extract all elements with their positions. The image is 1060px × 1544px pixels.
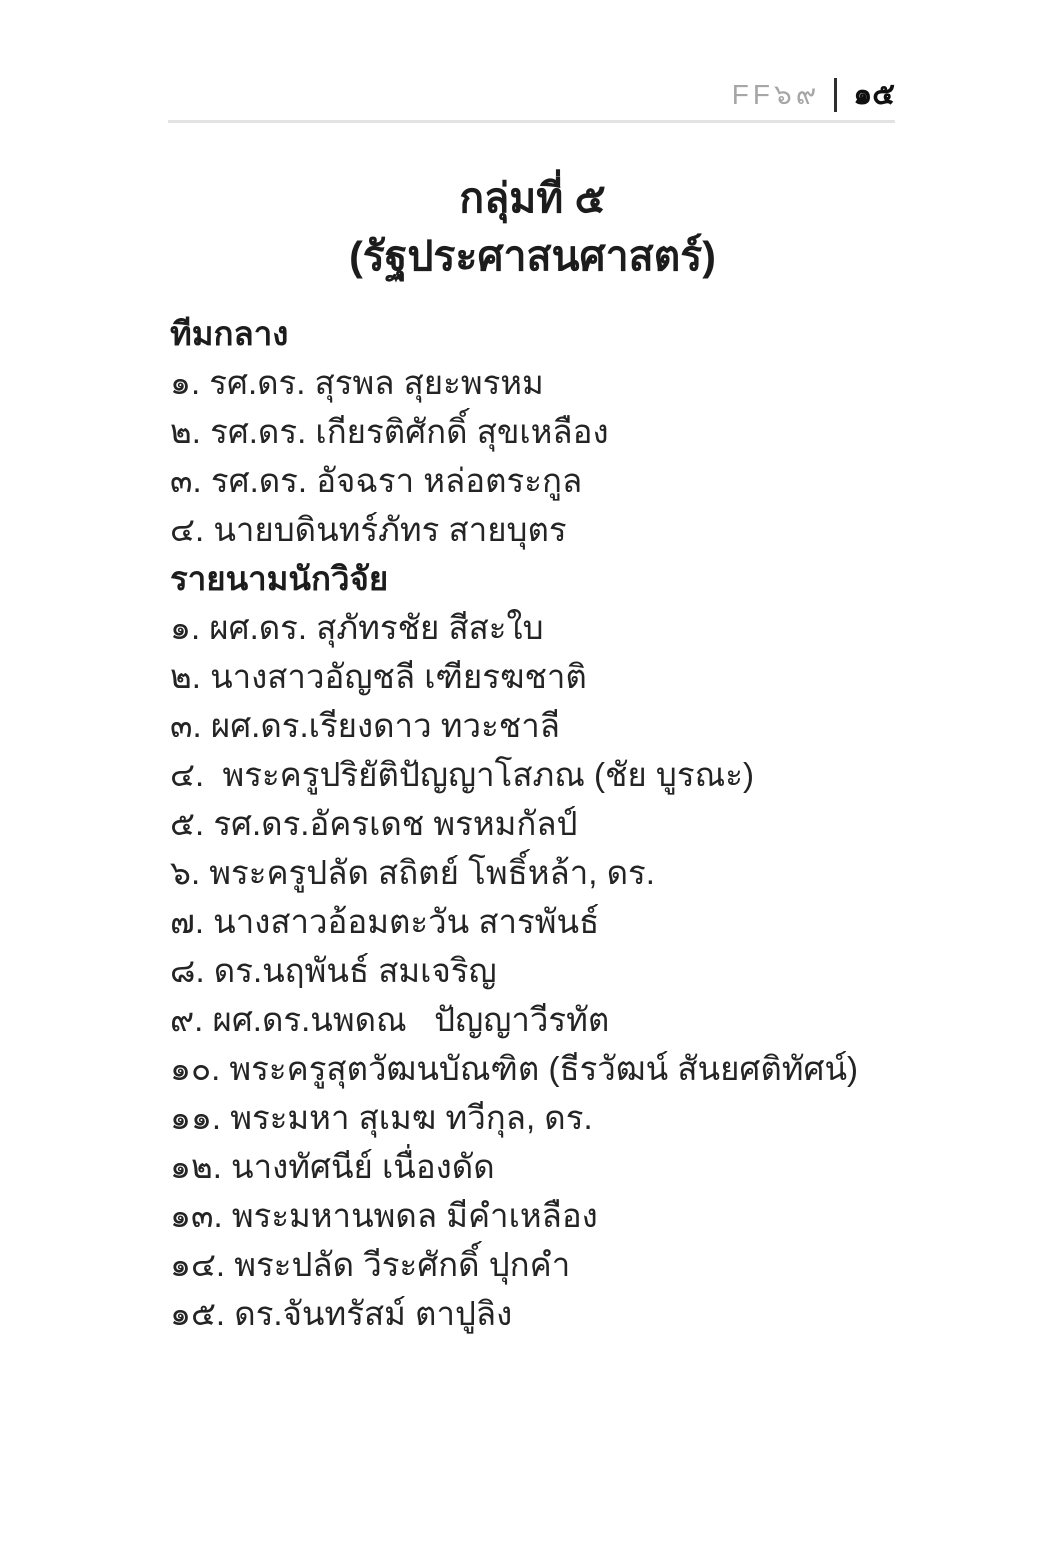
list-item: ๔. พระครูปริยัติปัญญาโสภณ (ชัย บูรณะ) [170,756,754,793]
list-item: ๒. รศ.ดร. เกียรติศักดิ์ สุขเหลือง [170,413,609,450]
list-item: ๓. รศ.ดร. อัจฉรา หล่อตระกูล [170,462,583,499]
list-item: ๖. พระครูปลัด สถิตย์ โพธิ์หล้า, ดร. [170,854,655,891]
list-item: ๑๕. ดร.จันทรัสม์ ตาปูลิง [170,1295,513,1332]
list-item: ๙. ผศ.ดร.นพดณ ปัญญาวีรทัต [170,1001,610,1038]
section-heading-central-team: ทีมกลาง [170,315,289,352]
page-title: กลุ่มที่ ๕ [459,175,606,221]
list-item: ๑. รศ.ดร. สุรพล สุยะพรหม [170,364,544,401]
list-item: ๑๔. พระปลัด วีระศักดิ์ ปุกคำ [170,1246,571,1283]
list-item: ๑๒. นางทัศนีย์ เนื่องดัด [170,1148,495,1185]
folio-separator [834,78,837,112]
page-content [0,169,1060,1338]
page-header [168,0,895,123]
list-item: ๑๓. พระมหานพดล มีคำเหลือง [170,1197,598,1234]
list-item: ๗. นางสาวอ้อมตะวัน สารพันธ์ [170,903,600,940]
list-item: ๑. ผศ.ดร. สุภัทรชัย สีสะใบ [170,609,544,646]
folio [168,0,895,120]
list-item: ๕. รศ.ดร.อัครเดช พรหมกัลป์ [170,805,578,842]
folio-page-number: ๑๕ [853,78,895,111]
list-item: ๒. นางสาวอัญชลี เฑียรฆชาติ [170,658,587,695]
section-heading-researchers: รายนามนักวิจัย [170,560,389,597]
list-item: ๑๐. พระครูสุตวัฒนบัณฑิต (ธีรวัฒน์ สันยศติทัศน์) [170,1050,859,1087]
roster [170,309,895,1338]
list-item: ๔. นายบดินทร์ภัทร สายบุตร [170,511,567,548]
list-item: ๓. ผศ.ดร.เรียงดาว ทวะชาลี [170,707,560,744]
folio-code: FF๖๙ [731,79,821,110]
list-item: ๑๑. พระมหา สุเมฆ ทวีกุล, ดร. [170,1099,593,1136]
page-subtitle: (รัฐประศาสนศาสตร์) [349,233,716,279]
list-item: ๘. ดร.นฤพันธ์ สมเจริญ [170,952,497,989]
